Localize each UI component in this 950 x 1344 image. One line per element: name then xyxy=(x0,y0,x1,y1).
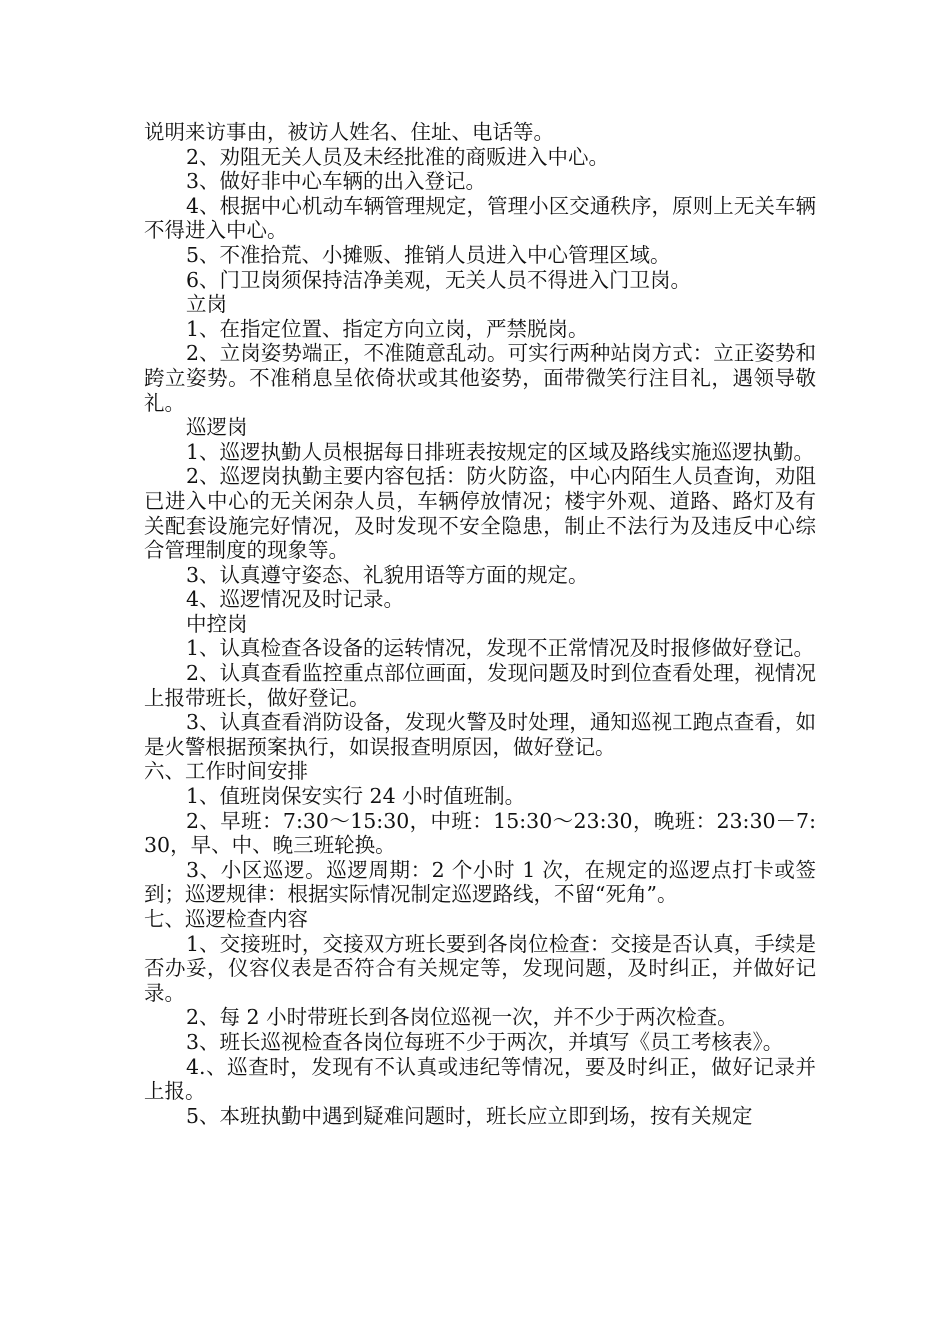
paragraph: 2、立岗姿势端正，不准随意乱动。可实行两种站岗方式：立正姿势和跨立姿势。不准稍息呈依倚状或其他姿势，面带微笑行注目礼，遇领导敬礼。 xyxy=(144,341,816,415)
paragraph: 4、巡逻情况及时记录。 xyxy=(186,587,405,612)
paragraph: 2、早班：7:30～15:30，中班：15:30～23:30，晚班：23:30－7:30，早、中、晚三班轮换。 xyxy=(144,808,816,858)
paragraph: 3、认真查看消防设备，发现火警及时处理，通知巡视工跑点查看，如是火警根据预案执行，如误报查明原因，做好登记。 xyxy=(144,710,816,759)
paragraph: 说明来访事由，被访人姓名、住址、电话等。 xyxy=(144,120,554,144)
paragraph: 2、认真查看监控重点部位画面，发现问题及时到位查看处理，视情况上报带班长，做好登记。 xyxy=(144,661,816,710)
section-heading: 立岗 xyxy=(186,292,227,317)
paragraph: 5、本班执勤中遇到疑难问题时，班长应立即到场，按有关规定 xyxy=(186,1103,753,1128)
paragraph: 1、值班岗保安实行 24 小时值班制。 xyxy=(186,784,526,809)
paragraph: 1、交接班时，交接双方班长要到各岗位检查：交接是否认真，手续是否办妥，仪容仪表是否符合有关规定等，发现问题，及时纠正，并做好记录。 xyxy=(144,931,816,1005)
paragraph: 2、劝阻无关人员及未经批准的商贩进入中心。 xyxy=(186,144,610,169)
paragraph: 6、门卫岗须保持洁净美观，无关人员不得进入门卫岗。 xyxy=(186,267,692,292)
paragraph: 3、认真遵守姿态、礼貌用语等方面的规定。 xyxy=(186,562,589,587)
document-body xyxy=(144,120,816,1128)
paragraph: 3、班长巡视检查各岗位每班不少于两次，并填写《员工考核表》。 xyxy=(186,1029,784,1054)
paragraph: 3、做好非中心车辆的出入登记。 xyxy=(186,169,487,194)
paragraph: 2、每 2 小时带班长到各岗位巡视一次，并不少于两次检查。 xyxy=(186,1005,738,1030)
paragraph: 4.、巡查时，发现有不认真或违纪等情况，要及时纠正，做好记录并上报。 xyxy=(144,1054,816,1104)
paragraph: 1、巡逻执勤人员根据每日排班表按规定的区域及路线实施巡逻执勤。 xyxy=(186,439,815,464)
paragraph: 1、认真检查各设备的运转情况，发现不正常情况及时报修做好登记。 xyxy=(186,636,815,661)
paragraph: 2、巡逻岗执勤主要内容包括：防火防盗，中心内陌生人员查询，劝阻已进入中心的无关闲杂人员，车辆停放情况；楼宇外观、道路、路灯及有关配套设施完好情况，及时发现不安全隐患，制止不法行为及违反中心综合管理制度的现象等。 xyxy=(144,464,816,563)
paragraph: 3、小区巡逻。巡逻周期：2 个小时 1 次，在规定的巡逻点打卡或签到；巡逻规律：根据实际情况制定巡逻路线，不留“死角”。 xyxy=(144,857,816,907)
paragraph: 5、不准拾荒、小摊贩、推销人员进入中心管理区域。 xyxy=(186,242,671,267)
paragraph: 1、在指定位置、指定方向立岗，严禁脱岗。 xyxy=(186,316,589,341)
section-heading: 中控岗 xyxy=(186,611,248,636)
chapter-heading: 六、工作时间安排 xyxy=(144,759,308,784)
chapter-heading: 七、巡逻检查内容 xyxy=(144,907,308,931)
section-heading: 巡逻岗 xyxy=(186,415,248,440)
paragraph: 4、根据中心机动车辆管理规定，管理小区交通秩序，原则上无关车辆不得进入中心。 xyxy=(144,193,816,243)
